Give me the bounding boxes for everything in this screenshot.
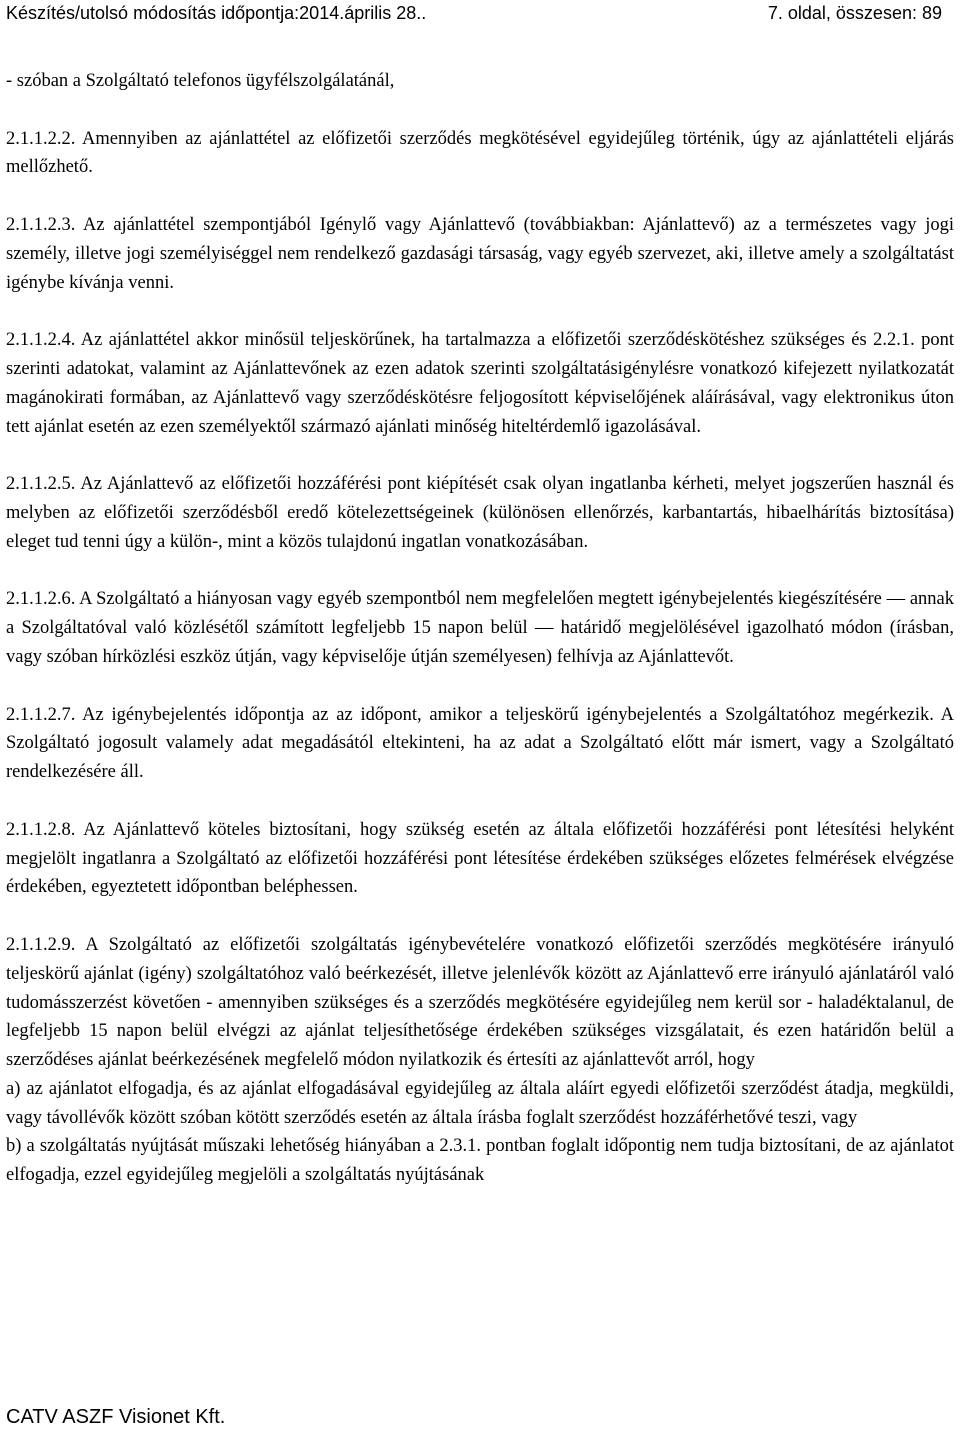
paragraph-2-1-1-2-3: 2.1.1.2.3. Az ajánlattétel szempontjából Igénylő vagy Ajánlattevő (továbbiakban: Ajánlattevő) az a természetes vagy jogi személy, illetve jogi személyiséggel nem rendelkező gazdasági társaság, vagy egyéb szervezet, aki, illetve amely a szolgáltatást igénybe kívánja venni. <box>6 214 954 293</box>
list-item-b: b) a szolgáltatás nyújtását műszaki lehetőség hiányában a 2.3.1. pontban foglalt időpontig nem tudja biztosítani, de az ajánlatot elfogadja, ezzel egyidejűleg megjelöli a szolgáltatás nyújtásának <box>6 1136 954 1186</box>
paragraph-2-1-1-2-7: 2.1.1.2.7. Az igénybejelentés időpontja az az időpont, amikor a teljeskörű igénybejelentés a Szolgáltatóhoz megérkezik. A Szolgáltató jogosult valamely adat megadásától eltekinteni, ha az adat a Szolgáltató előtt már ismert, vagy a Szolgáltató rendelkezésére áll. <box>6 704 954 783</box>
paragraph-2-1-1-2-4: 2.1.1.2.4. Az ajánlattétel akkor minősül teljeskörűnek, ha tartalmazza a előfizetői szerződéskötéshez szükséges és 2.2.1. pont szerinti adatokat, valamint az Ajánlattevőnek az ezen adatok szerinti szolgáltatásigénylésre vonatkozó kifejezett nyilatkozatát magánokirati formában, az Ajánlattevő vagy szerződéskötésre feljogosított képviselőjének aláírásával, vagy elektronikus úton tett ajánlat esetén az ezen személyektől származó ajánlati minőség hiteltérdemlő igazolásával. <box>6 330 954 437</box>
page-footer: CATV ASZF Visionet Kft. <box>6 1406 226 1428</box>
page-header <box>6 2 954 26</box>
paragraph-2-1-1-2-2: 2.1.1.2.2. Amennyiben az ajánlattétel az előfizetői szerződés megkötésével egyidejűleg történik, úgy az ajánlattételi eljárás mellőzhető. <box>6 128 954 178</box>
paragraph-2-1-1-2-9: 2.1.1.2.9. A Szolgáltató az előfizetői szolgáltatás igénybevételére vonatkozó előfizetői szerződés megkötésére irányuló teljeskörű ajánlat (igény) szolgáltatóhoz való beérkezését, illetve jelenlévők között az Ajánlattevő erre irányuló ajánlatáról való tudomásszerzést követően - amennyiben szükséges és a szerződés megkötésére egyidejűleg nem kerül sor - haladéktalanul, de legfeljebb 15 napon belül elvégzi az ajánlat teljesíthetősége érdekében szükséges vizsgálatait, és ezen határidőn belül a szerződéses ajánlat beérkezésének megfelelő módon nyilatkozik és értesíti az ajánlattevőt arról, hogy <box>6 934 954 1071</box>
paragraph-2-1-1-2-6: 2.1.1.2.6. A Szolgáltató a hiányosan vagy egyéb szempontból nem megfelelően megtett igénybejelentés kiegészítésére — annak a Szolgáltatóval való közlésétől számított legfeljebb 15 napon belül — határidő megjelölésével igazolható módon (írásban, vagy szóban hírközlési eszköz útján, vagy képviselője útján személyesen) felhívja az Ajánlattevőt. <box>6 589 954 667</box>
paragraph-intro-line: - szóban a Szolgáltató telefonos ügyfélszolgálatánál, <box>6 71 395 91</box>
paragraph-2-1-1-2-8: 2.1.1.2.8. Az Ajánlattevő köteles biztosítani, hogy szükség esetén az általa előfizetői hozzáférési pont létesítési helyként megjelölt ingatlanra a Szolgáltató az előfizetői hozzáférési pont létesítése érdekében szükséges előzetes felmérések elvégzése érdekében, egyeztetett időpontban beléphessen. <box>6 819 954 898</box>
list-item-a: a) az ajánlatot elfogadja, és az ajánlat elfogadásával egyidejűleg az általa aláírt egyedi előfizetői szerződést átadja, megküldi, vagy távollévők között szóban kötött szerződés esetén az általa írásba foglalt szerződést hozzáférhetővé teszi, vagy <box>6 1078 954 1128</box>
page-number: 7. oldal, összesen: 89 <box>767 3 942 23</box>
modification-date: Készítés/utolsó módosítás időpontja:2014.április 28.. <box>6 3 427 23</box>
document-body <box>6 67 954 1190</box>
paragraph-2-1-1-2-5: 2.1.1.2.5. Az Ajánlattevő az előfizetői hozzáférési pont kiépítését csak olyan ingatlanba kérheti, melyet jogszerűen használ és melyben az előfizetői szerződésből eredő kötelezettségeinek (különösen ellenőrzés, karbantartás, hibaelhárítás biztosítása) eleget tud tenni úgy a külön-, mint a közös tulajdonú ingatlan vonatkozásában. <box>6 474 954 552</box>
